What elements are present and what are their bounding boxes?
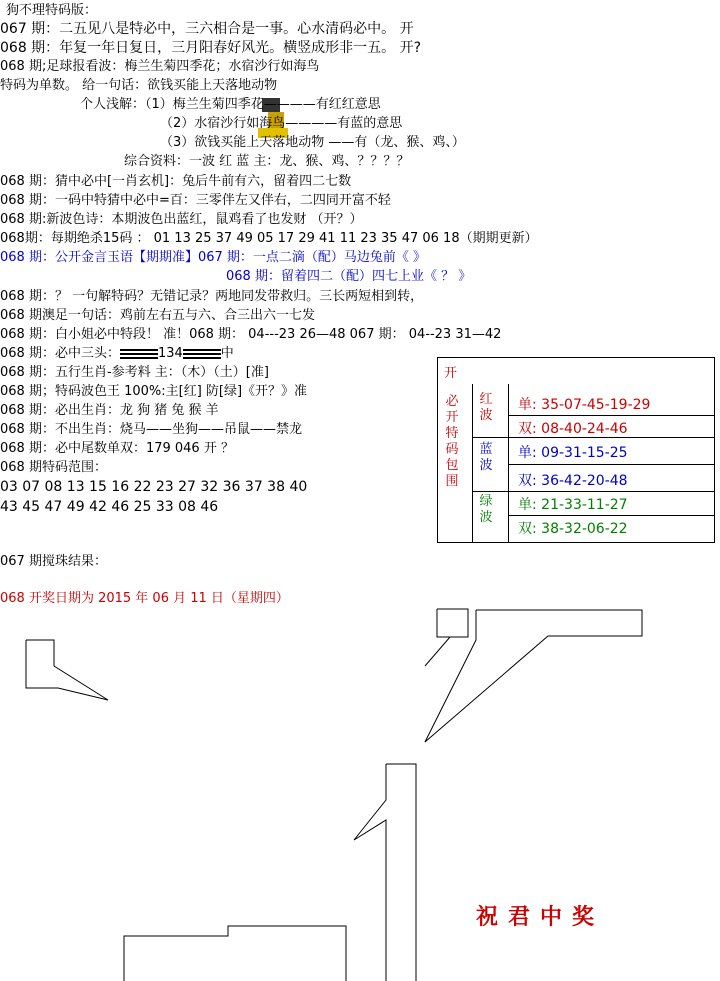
three-heads-label: 068 期：必中三头：: [0, 346, 120, 361]
page-title: 狗不理特码版：: [6, 3, 98, 18]
line-tail-numbers: 068 期：必中尾数单双：179 046 开 ？: [0, 441, 234, 456]
line-068-poem: 068 期：年复一年日复日，三月阳春好风光。横竖成形非一五。 开?: [0, 40, 422, 56]
side-text: 必 开 特 码 包 围: [445, 394, 459, 489]
line-summary: 综合资料：一波 红 蓝 主：龙、猴、鸡、？？？？: [124, 154, 410, 169]
line-football: 068 期;足球报看波：梅兰生菊四季花；水宿沙行如海鸟: [0, 59, 320, 74]
line-golden-words-2: 068 期：留着四二（配）四七上业《 ？ 》: [226, 269, 472, 284]
line-draw-date: 068 开奖日期为 2015 年 06 月 11 日（星期四）: [0, 591, 289, 606]
bar-icon: [183, 349, 221, 359]
blue-even-row: 双: 36-42-20-48: [518, 473, 628, 489]
line-must-zodiac: 068 期：必出生肖：龙 狗 猪 兔 猴 羊: [0, 403, 219, 418]
red-even-row: 双: 08-40-24-46: [518, 421, 628, 437]
three-heads-value: 134: [157, 346, 183, 361]
line-odd-number: 特码为单数。 给一句话：欲钱买能上天落地动物: [0, 78, 278, 93]
line-analysis-1: 个人浅解：（1）梅兰生菊四季花————有红红意思: [80, 97, 381, 112]
three-heads-tail: 中: [220, 346, 234, 361]
line-one-code: 068 期：一码中特猜中必中=百：三零伴左又伴右，二四同开富不轻: [0, 193, 391, 208]
line-one-phrase: 068 期：？ 一句解特码？无错记录？两地同发带救归。三长两短相到转，: [0, 289, 424, 304]
green-even-row: 双: 38-32-06-22: [518, 521, 628, 537]
line-five-elements: 068 期：五行生肖-参考料 主：（木）（土）[准]: [0, 365, 269, 380]
line-three-heads: [0, 345, 234, 363]
line-analysis-3: （3）欲钱买能上天落地动物 ——有（龙、猴、鸡、）: [160, 135, 465, 150]
table-top-label: 开: [444, 366, 458, 381]
green-odd-row: 单: 21-33-11-27: [518, 497, 628, 513]
line-wave-king: 068 期；特码波色王 100%:主[红] 防[绿]《开？》准: [0, 384, 308, 399]
red-odd-row: 单: 35-07-45-19-29: [518, 397, 651, 413]
line-no-zodiac: 068 期：不出生肖：烧马——坐狗——吊鼠——禁龙: [0, 422, 302, 437]
blue-odd-row: 单: 09-31-15-25: [518, 445, 628, 461]
green-wave-label: 绿 波: [479, 494, 493, 525]
line-range-1: 03 07 08 13 15 16 22 23 27 32 36 37 38 40: [0, 479, 308, 495]
red-wave-label: 红 波: [479, 392, 493, 423]
blue-wave-label: 蓝 波: [479, 442, 493, 473]
line-golden-words: 068 期：公开金言玉语【期期准】067 期：一点二滴（配）马边兔前《 》: [0, 250, 427, 265]
line-white-lady: 068 期：白小姐必中特段！ 准！068 期： 04---23 26—48 067 期： 04--23 31—42: [0, 327, 502, 342]
code-table: [437, 357, 715, 543]
line-kill-15: 068期：每期绝杀15码 ： 01 13 25 37 49 05 17 29 41 11 23 35 47 06 18（期期更新）: [0, 231, 538, 246]
line-range-2: 43 45 47 49 42 46 25 33 08 46: [0, 499, 219, 515]
line-guess: 068 期：猜中必中[一肖玄机]：兔后牛前有六，留着四二七数: [0, 174, 352, 189]
bar-icon: [120, 349, 158, 359]
line-macau: 068 期澳足一句话：鸡前左右五与六、合三出六一七发: [0, 308, 315, 323]
line-draw-result: 067 期搅珠结果：: [0, 554, 107, 569]
line-analysis-2: （2）水宿沙行如海鸟————有蓝的意思: [160, 116, 403, 131]
line-067-poem: 067 期：二五见八是特必中，三六相合是一事。心水清码必中。 开: [0, 21, 414, 37]
line-wave-poem: 068 期:新波色诗：本期波色出蓝红，鼠鸡看了也发财 （开？）: [0, 212, 363, 227]
line-range-label: 068 期特码范围：: [0, 460, 107, 475]
blessing-text: 祝君中奖: [476, 905, 605, 930]
